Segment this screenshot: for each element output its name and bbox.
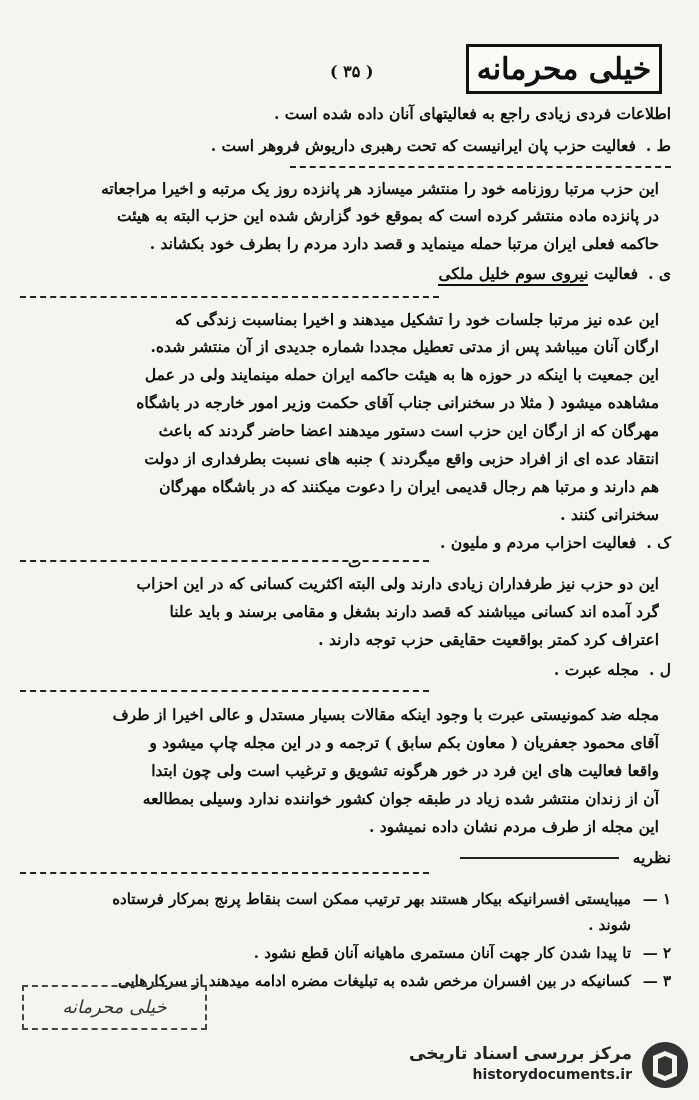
heading-rule xyxy=(460,857,619,859)
section-divider xyxy=(290,166,671,168)
section-k-letter: ک . xyxy=(646,533,671,552)
section-y-line: سخنرانی کنند . xyxy=(560,505,659,524)
section-y-line: مشاهده میشود ( مثلا در سخنرانی جناب آقای حکمت وزیر امور خارجه در باشگاه xyxy=(136,393,659,412)
archive-logo-icon xyxy=(640,1040,690,1090)
opinion-item-text: کسانیکه در بین افسران مرخص شده به تبلیغات مضره ادامه میدهند از سرکارهایی xyxy=(118,972,631,990)
section-y-title: فعالیت xyxy=(588,264,639,283)
watermark-url: historydocuments.ir xyxy=(472,1067,632,1083)
section-y-line: مهرگان که از ارگان این حزب است دستور میدهند اعضا حاضر گردند که باعث xyxy=(158,421,659,440)
classification-stamp-text: خیلی محرمانه xyxy=(476,51,652,87)
opinion-item xyxy=(24,890,671,908)
section-k-title: فعالیت احزاب مردم و ملیون . xyxy=(440,533,637,552)
section-y-letter: ی . xyxy=(648,264,671,283)
section-t-line: حاکمه فعلی ایران مرتبا حمله مینماید و قصد دارد مردم را بطرف خود بکشاند . xyxy=(149,234,659,253)
opinion-item-text: تا پیدا شدن کار جهت آنان مستمری ماهیانه آنان قطع نشود . xyxy=(253,944,631,962)
section-divider xyxy=(20,560,429,562)
section-divider xyxy=(20,690,429,692)
section-l-heading xyxy=(24,660,671,679)
section-l-line: این مجله از طرف مردم نشان داده نمیشود . xyxy=(368,817,659,836)
opinion-item-number: ۳ — xyxy=(642,972,671,990)
intro-line: اطلاعات فردی زیادی راجع به فعالیتهای آنان داده شده است . xyxy=(273,104,671,123)
margin-mark: ت xyxy=(348,555,362,571)
section-t-line: این حزب مرتبا روزنامه خود را منتشر میسازد هر پانزده روز یک مرتبه و اخیرا مراجعاته xyxy=(101,179,659,198)
section-t-line: در پانزده ماده منتشر کرده است که بموقع خود گزارش شده این حزب البته به هیئت xyxy=(116,206,659,225)
opinion-item-continued: شوند . xyxy=(588,916,631,934)
opinion-item-text: میبایستی افسرانیکه بیکار هستند بهر ترتیب ممکن است بنقاط پرنج بمرکار فرستاده xyxy=(112,890,631,908)
classification-stamp xyxy=(466,44,662,94)
section-l-line: مجله ضد کمونیستی عبرت با وجود اینکه مقالات بسیار مستدل و عالی اخیرا از طرف xyxy=(112,705,659,724)
opinion-item xyxy=(24,944,671,962)
section-l-line: آقای محمود جعفریان ( معاون بکم سابق ) ترجمه و در این مجله چاپ میشود و xyxy=(149,733,659,752)
section-t-heading xyxy=(24,136,671,155)
section-k-line: اعتراف کرد کمتر بواقعیت حقایقی حزب توجه دارند . xyxy=(318,630,659,649)
section-l-line: واقعا فعالیت های این فرد در خور هرگونه تشویق و ترغیب است ولی چون ابتدا xyxy=(151,761,659,780)
section-divider xyxy=(20,296,439,298)
section-y-line: این عده نیز مرتبا جلسات خود را تشکیل میدهند و اخیرا بمناسبت زندگی که xyxy=(175,310,659,329)
section-y-line: ارگان آنان میباشد پس از مدتی تعطیل مجددا شماره جدیدی از آن منتشر شده. xyxy=(150,337,659,356)
section-y-line: انتقاد عده ای از افراد حزبی واقع میگردند ) جنبه های نسبت بطرفداری از دولت xyxy=(144,449,659,468)
section-k-heading xyxy=(24,533,671,552)
opinion-item-number: ۲ — xyxy=(642,944,671,962)
section-t-title: فعالیت حزب پان ایرانیست که تحت رهبری داریوش فروهر است . xyxy=(210,136,636,155)
section-k-line: این دو حزب نیز طرفداران زیادی دارند ولی البته اکثریت کسانی که در این احزاب xyxy=(136,574,659,593)
section-l-letter: ل . xyxy=(648,660,671,679)
watermark-title: مرکز بررسی اسناد تاریخی xyxy=(409,1044,632,1064)
handwritten-note: خیلی محرمانه xyxy=(22,985,207,1030)
section-divider xyxy=(20,872,429,874)
section-y-line: این جمعیت با اینکه در حوزه ها به هیئت حاکمه ایران حمله مینمایند ولی در عمل xyxy=(144,365,659,384)
section-y-line: هم دارند و مرتبا هم رجال قدیمی ایران را دعوت میکنند که در باشگاه مهرگان xyxy=(159,477,659,496)
section-y-title-underlined: نیروی سوم خلیل ملکی xyxy=(438,264,588,286)
section-t-letter: ط . xyxy=(645,136,671,155)
section-y-heading xyxy=(24,264,671,283)
section-k-line: گرد آمده اند کسانی میباشند که قصد دارند بشغل و مقامی برسند و باید علنا xyxy=(169,602,659,621)
page-number: ( ۳۵ ) xyxy=(330,62,374,81)
section-l-title: مجله عبرت . xyxy=(553,660,639,679)
opinion-item-number: ۱ — xyxy=(642,890,671,908)
section-n-title: نظریه xyxy=(632,848,671,867)
section-l-line: آن از زندان منتشر شده زیاد در طبقه جوان کشور خواننده ندارد وسیلی بمطالعه xyxy=(142,789,659,808)
watermark xyxy=(409,1040,690,1090)
